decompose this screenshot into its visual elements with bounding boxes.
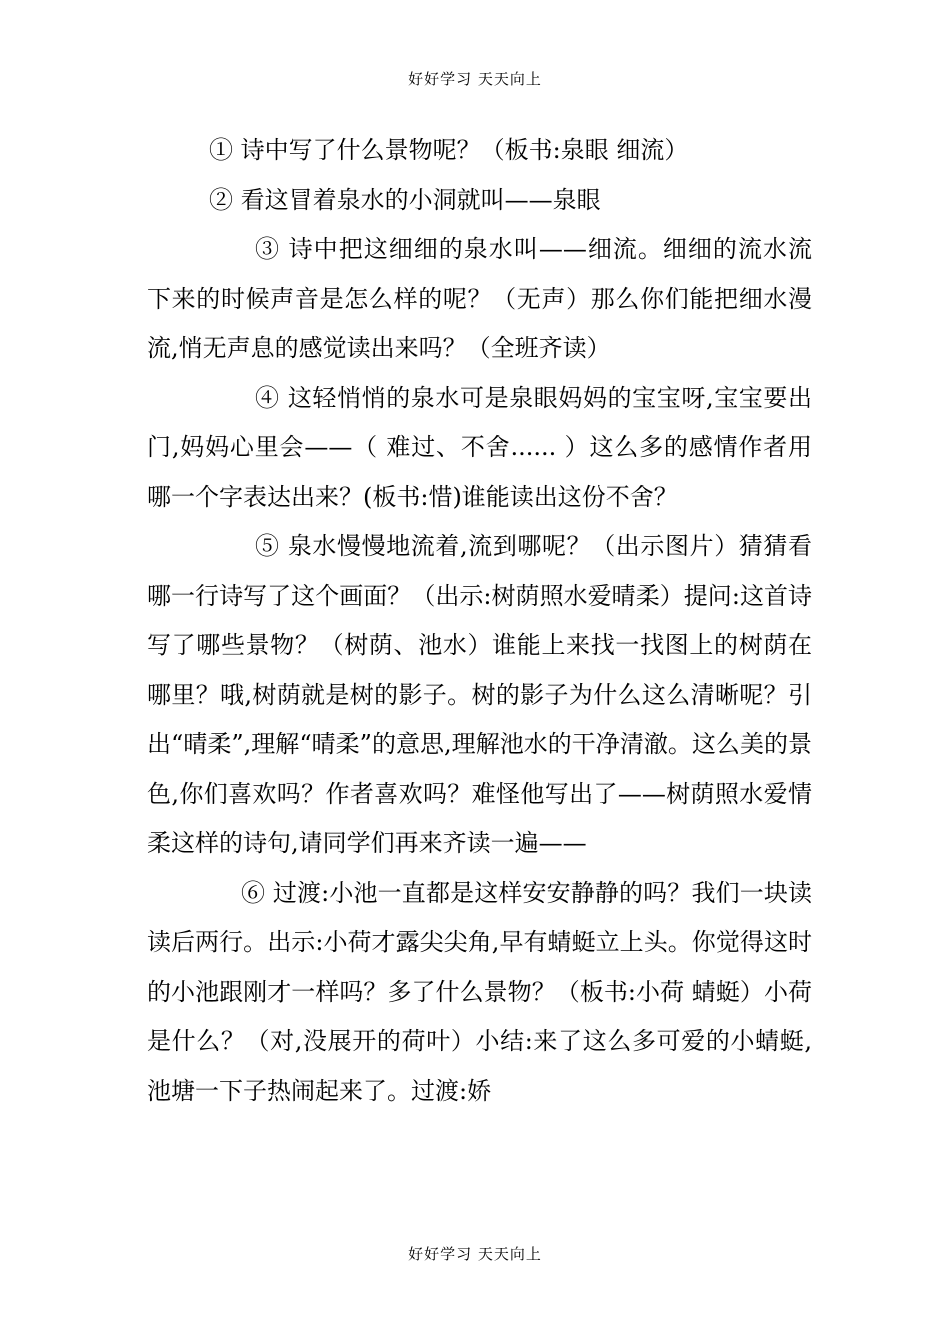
page-footer: 好好学习 天天向上	[408, 1245, 542, 1263]
paragraph-4: ④ 这轻悄悄的泉水可是泉眼妈妈的宝宝呀,宝宝要出门,妈妈心里会——（ 难过、不舍...... ）这么多的感情作者用哪一个字表达出来？(板书:惜)谁能读出这份不舍？	[147, 383, 812, 511]
paragraph-6: ⑥ 过渡:小池一直都是这样安安静静的吗？我们一块读读后两行。出示:小荷才露尖尖角,早有蜻蜓立上头。你觉得这时的小池跟刚才一样吗？多了什么景物？（板书:小荷 蜻蜓）小荷是什么？（对,没展开的荷叶）小结:来了这么多可爱的小蜻蜓,池塘一下子热闹起来了。过渡:娇	[147, 878, 812, 1105]
paragraph-2: ② 看这冒着泉水的小洞就叫——泉眼	[209, 185, 601, 214]
document-body	[147, 126, 812, 1116]
paragraph-3: ③ 诗中把这细细的泉水叫——细流。细细的流水流下来的时候声音是怎么样的呢？（无声）那么你们能把细水漫流,悄无声息的感觉读出来吗？（全班齐读）	[147, 235, 812, 362]
paragraph-5: ⑤ 泉水慢慢地流着,流到哪呢？（出示图片）猜猜看哪一行诗写了这个画面？（出示:树荫照水爱晴柔）提问:这首诗写了哪些景物？（树荫、池水）谁能上来找一找图上的树荫在哪里？哦,树荫就是树的影子。树的影子为什么这么清晰呢？引出“晴柔”,理解“晴柔”的意思,理解池水的干净清澈。这么美的景色,你们喜欢吗？作者喜欢吗？难怪他写出了——树荫照水爱情柔这样的诗句,请同学们再来齐读一遍——	[147, 532, 812, 857]
page-header: 好好学习 天天向上	[408, 70, 542, 88]
paragraph-1: ① 诗中写了什么景物呢？（板书:泉眼 细流）	[209, 136, 689, 164]
